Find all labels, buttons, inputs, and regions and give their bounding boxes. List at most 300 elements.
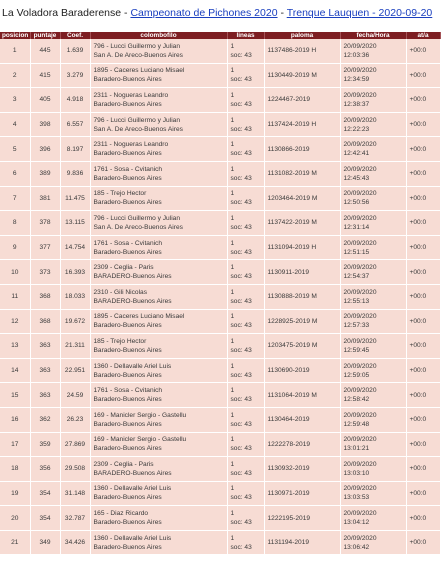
- coef-value: 3.279: [66, 71, 84, 79]
- cell-lineas: [227, 334, 264, 359]
- cell-at: [406, 186, 440, 211]
- position-value: 13: [11, 342, 19, 350]
- score-value: 363: [39, 391, 51, 399]
- bird-ring: 1131082-2019 M: [267, 170, 317, 178]
- arrival-date: 20/09/2020: [343, 485, 377, 493]
- at-value: +00:0: [409, 145, 427, 153]
- score-value: 396: [39, 145, 51, 153]
- arrival-time: 12:57:33: [343, 322, 370, 330]
- cell-coef: [60, 260, 90, 285]
- cell-puntaje: [30, 39, 60, 63]
- cell-paloma: [264, 432, 340, 457]
- cell-at: [406, 530, 440, 555]
- coef-value: 34.426: [64, 539, 86, 547]
- cell-at: [406, 481, 440, 506]
- arrival-date: 20/09/2020: [343, 436, 377, 444]
- at-value: +00:0: [409, 342, 427, 350]
- score-value: 415: [39, 71, 51, 79]
- line-count: 1: [230, 67, 235, 75]
- bird-ring: 1130911-2019: [267, 268, 310, 276]
- cell-colombofilo: [90, 112, 227, 137]
- cell-colombofilo: [90, 309, 227, 334]
- page-title: [0, 0, 433, 23]
- coef-value: 4.918: [66, 96, 84, 104]
- score-value: 354: [39, 514, 51, 522]
- arrival-time: 12:50:56: [343, 199, 370, 207]
- fancier-name: 185 - Trejo Hector: [93, 337, 147, 345]
- bird-ring: 1130690-2019: [267, 367, 310, 375]
- position-value: 7: [12, 194, 17, 202]
- score-value: 377: [39, 244, 51, 252]
- cell-posicion: [0, 284, 30, 309]
- at-value: +00:0: [409, 244, 427, 252]
- cell-paloma: [264, 161, 340, 186]
- bird-ring: 1203464-2019 M: [267, 194, 318, 202]
- line-society: soc: 43: [230, 445, 252, 453]
- line-society: soc: 43: [230, 519, 252, 527]
- cell-at: [406, 211, 440, 236]
- fancier-city: Baradero-Buenos Aires: [93, 174, 162, 182]
- cell-fecha-hora: [340, 457, 406, 482]
- arrival-time: 12:38:37: [343, 100, 370, 108]
- cell-puntaje: [30, 358, 60, 383]
- fancier-city: Baradero-Buenos Aires: [93, 494, 162, 502]
- cell-at: [406, 284, 440, 309]
- line-count: 1: [230, 141, 235, 149]
- fancier-name: 169 - Manicler Sergio - Gastellu: [93, 436, 187, 444]
- arrival-date: 20/09/2020: [343, 534, 377, 542]
- cell-colombofilo: [90, 63, 227, 88]
- cell-at: [406, 334, 440, 359]
- fancier-city: Baradero-Buenos Aires: [93, 519, 162, 527]
- table-row: [0, 137, 440, 162]
- line-count: 1: [230, 190, 235, 198]
- cell-colombofilo: [90, 186, 227, 211]
- position-value: 17: [11, 440, 19, 448]
- position-value: 19: [11, 489, 19, 497]
- score-value: 368: [39, 293, 51, 301]
- column-header-fecha-hora[interactable]: fecha/Hora: [340, 32, 406, 39]
- cell-puntaje: [30, 260, 60, 285]
- fancier-city: Baradero-Buenos Aires: [93, 199, 162, 207]
- fancier-name: 2309 - Ceglia - Paris: [93, 264, 154, 272]
- at-value: +00:0: [409, 194, 427, 202]
- table-row: [0, 39, 440, 63]
- score-value: 354: [39, 489, 51, 497]
- cell-coef: [60, 88, 90, 113]
- cell-coef: [60, 432, 90, 457]
- cell-posicion: [0, 506, 30, 531]
- bird-ring: 1130932-2019: [267, 465, 310, 473]
- table-row: [0, 432, 440, 457]
- table-row: [0, 161, 440, 186]
- fancier-name: 2311 - Nogueras Leandro: [93, 91, 169, 99]
- cell-coef: [60, 112, 90, 137]
- position-value: 5: [12, 145, 17, 153]
- cell-puntaje: [30, 235, 60, 260]
- cell-posicion: [0, 260, 30, 285]
- fancier-name: 1895 - Caceres Luciano Misael: [93, 67, 185, 75]
- line-society: soc: 43: [230, 494, 252, 502]
- coef-value: 19.672: [64, 317, 86, 325]
- score-value: 445: [39, 47, 51, 55]
- cell-paloma: [264, 506, 340, 531]
- cell-fecha-hora: [340, 260, 406, 285]
- arrival-date: 20/09/2020: [343, 264, 377, 272]
- cell-lineas: [227, 530, 264, 555]
- line-society: soc: 43: [230, 248, 252, 256]
- cell-colombofilo: [90, 432, 227, 457]
- score-value: 356: [39, 465, 51, 473]
- at-value: +00:0: [409, 391, 427, 399]
- at-value: +00:0: [409, 293, 427, 301]
- table-row: [0, 334, 440, 359]
- cell-at: [406, 39, 440, 63]
- table-row: [0, 112, 440, 137]
- column-header-at[interactable]: at/a: [406, 32, 440, 39]
- arrival-time: 12:31:14: [343, 223, 370, 231]
- fancier-city: Baradero-Buenos Aires: [93, 543, 162, 551]
- arrival-date: 20/09/2020: [343, 91, 377, 99]
- cell-colombofilo: [90, 39, 227, 63]
- line-society: soc: 43: [230, 150, 252, 158]
- score-value: 368: [39, 317, 51, 325]
- arrival-date: 20/09/2020: [343, 313, 377, 321]
- cell-fecha-hora: [340, 186, 406, 211]
- cell-puntaje: [30, 112, 60, 137]
- fancier-city: San A. De Areco-Buenos Aires: [93, 51, 183, 59]
- cell-paloma: [264, 457, 340, 482]
- arrival-date: 20/09/2020: [343, 239, 377, 247]
- cell-colombofilo: [90, 358, 227, 383]
- table-row: [0, 186, 440, 211]
- cell-coef: [60, 481, 90, 506]
- position-value: 15: [11, 391, 19, 399]
- cell-lineas: [227, 358, 264, 383]
- cell-fecha-hora: [340, 506, 406, 531]
- line-count: 1: [230, 460, 235, 468]
- column-header-lineas[interactable]: lineas: [227, 32, 264, 39]
- cell-lineas: [227, 284, 264, 309]
- cell-colombofilo: [90, 407, 227, 432]
- position-value: 21: [11, 539, 19, 547]
- cell-colombofilo: [90, 161, 227, 186]
- cell-lineas: [227, 186, 264, 211]
- cell-posicion: [0, 530, 30, 555]
- cell-coef: [60, 211, 90, 236]
- position-value: 1: [12, 47, 17, 55]
- cell-posicion: [0, 137, 30, 162]
- cell-paloma: [264, 39, 340, 63]
- arrival-date: 20/09/2020: [343, 362, 377, 370]
- at-value: +00:0: [409, 71, 427, 79]
- cell-fecha-hora: [340, 161, 406, 186]
- cell-paloma: [264, 530, 340, 555]
- cell-at: [406, 260, 440, 285]
- bird-ring: 1131094-2019 H: [267, 244, 317, 252]
- fancier-name: 169 - Manicler Sergio - Gastellu: [93, 411, 187, 419]
- line-society: soc: 43: [230, 346, 252, 354]
- at-value: +00:0: [409, 465, 427, 473]
- line-society: soc: 43: [230, 51, 252, 59]
- cell-fecha-hora: [340, 39, 406, 63]
- fancier-city: Baradero-Buenos Aires: [93, 322, 162, 330]
- cell-paloma: [264, 63, 340, 88]
- fancier-city: BARADERO-Buenos Aires: [93, 469, 172, 477]
- cell-posicion: [0, 63, 30, 88]
- fancier-city: Baradero-Buenos Aires: [93, 248, 162, 256]
- bird-ring: 1131064-2019 M: [267, 391, 317, 399]
- arrival-time: 12:54:37: [343, 273, 370, 281]
- fancier-city: Baradero-Buenos Aires: [93, 420, 162, 428]
- bird-ring: 1203475-2019 M: [267, 342, 318, 350]
- line-count: 1: [230, 313, 235, 321]
- cell-lineas: [227, 161, 264, 186]
- arrival-time: 13:01:21: [343, 445, 370, 453]
- line-count: 1: [230, 387, 235, 395]
- cell-at: [406, 112, 440, 137]
- coef-value: 13.115: [65, 219, 85, 227]
- fancier-name: 1761 - Sosa - Cvitanich: [93, 387, 163, 395]
- table-row: [0, 358, 440, 383]
- table-row: [0, 457, 440, 482]
- arrival-time: 12:59:45: [343, 346, 370, 354]
- position-value: 6: [12, 170, 17, 178]
- cell-fecha-hora: [340, 432, 406, 457]
- cell-paloma: [264, 481, 340, 506]
- line-count: 1: [230, 534, 235, 542]
- score-value: 349: [39, 539, 51, 547]
- cell-posicion: [0, 358, 30, 383]
- coef-value: 21.311: [65, 342, 85, 350]
- cell-puntaje: [30, 88, 60, 113]
- line-society: soc: 43: [230, 273, 252, 281]
- cell-at: [406, 309, 440, 334]
- fancier-name: 1360 - Dellavalle Ariel Luis: [93, 534, 172, 542]
- line-count: 1: [230, 510, 235, 518]
- cell-posicion: [0, 211, 30, 236]
- fancier-name: 2311 - Nogueras Leandro: [93, 141, 169, 149]
- cell-puntaje: [30, 211, 60, 236]
- cell-puntaje: [30, 63, 60, 88]
- bird-ring: 1130449-2019 M: [267, 71, 317, 79]
- bird-ring: 1137424-2019 H: [267, 121, 317, 129]
- position-value: 18: [11, 465, 19, 473]
- at-value: +00:0: [409, 440, 427, 448]
- cell-lineas: [227, 235, 264, 260]
- arrival-time: 12:58:42: [343, 396, 370, 404]
- position-value: 10: [11, 268, 19, 276]
- title-separator: -: [121, 7, 131, 19]
- cell-puntaje: [30, 309, 60, 334]
- fancier-city: Baradero-Buenos Aires: [93, 396, 162, 404]
- cell-at: [406, 432, 440, 457]
- arrival-date: 20/09/2020: [343, 214, 377, 222]
- line-count: 1: [230, 165, 235, 173]
- coef-value: 14.754: [64, 244, 86, 252]
- coef-value: 1.639: [66, 47, 84, 55]
- cell-colombofilo: [90, 334, 227, 359]
- cell-paloma: [264, 334, 340, 359]
- line-count: 1: [230, 485, 235, 493]
- fancier-city: San A. De Areco-Buenos Aires: [93, 223, 183, 231]
- cell-posicion: [0, 481, 30, 506]
- line-society: soc: 43: [230, 199, 252, 207]
- position-value: 4: [12, 121, 17, 129]
- arrival-time: 12:51:15: [343, 248, 370, 256]
- championship-link[interactable]: Campeonato de Pichones 2020: [130, 7, 278, 19]
- column-header-coef[interactable]: Coef.: [60, 32, 90, 39]
- position-value: 9: [12, 244, 17, 252]
- race-link[interactable]: Trenque Lauquen - 2020-09-20: [286, 7, 433, 19]
- cell-colombofilo: [90, 506, 227, 531]
- arrival-time: 13:04:12: [343, 519, 370, 527]
- cell-posicion: [0, 161, 30, 186]
- cell-colombofilo: [90, 284, 227, 309]
- line-society: soc: 43: [230, 420, 252, 428]
- cell-coef: [60, 383, 90, 408]
- line-count: 1: [230, 264, 235, 272]
- cell-paloma: [264, 407, 340, 432]
- bird-ring: 1222195-2019: [267, 514, 311, 522]
- line-society: soc: 43: [230, 174, 252, 182]
- fancier-name: 165 - Diaz Ricardo: [93, 510, 149, 518]
- arrival-date: 20/09/2020: [343, 141, 377, 149]
- arrival-time: 12:03:36: [343, 51, 370, 59]
- bird-ring: 1130971-2019: [267, 489, 310, 497]
- position-value: 16: [11, 416, 19, 424]
- arrival-date: 20/09/2020: [343, 288, 377, 296]
- column-header-paloma[interactable]: paloma: [264, 32, 340, 39]
- cell-coef: [60, 457, 90, 482]
- cell-posicion: [0, 432, 30, 457]
- cell-posicion: [0, 309, 30, 334]
- fancier-name: 1761 - Sosa - Cvitanich: [93, 165, 163, 173]
- table-row: [0, 383, 440, 408]
- score-value: 359: [39, 440, 51, 448]
- coef-value: 16.393: [64, 268, 86, 276]
- line-count: 1: [230, 239, 235, 247]
- cell-posicion: [0, 186, 30, 211]
- cell-lineas: [227, 407, 264, 432]
- position-value: 3: [12, 96, 17, 104]
- fancier-name: 1895 - Caceres Luciano Misael: [93, 313, 185, 321]
- column-header-puntaje[interactable]: puntaje: [30, 32, 60, 39]
- fancier-city: BARADERO-Buenos Aires: [93, 297, 172, 305]
- position-value: 14: [11, 367, 19, 375]
- table-row: [0, 88, 440, 113]
- cell-at: [406, 457, 440, 482]
- cell-coef: [60, 161, 90, 186]
- cell-paloma: [264, 235, 340, 260]
- cell-fecha-hora: [340, 112, 406, 137]
- cell-puntaje: [30, 530, 60, 555]
- cell-posicion: [0, 235, 30, 260]
- cell-colombofilo: [90, 137, 227, 162]
- cell-lineas: [227, 506, 264, 531]
- at-value: +00:0: [409, 367, 427, 375]
- fancier-city: Baradero-Buenos Aires: [93, 76, 162, 84]
- position-value: 11: [11, 293, 19, 301]
- coef-value: 31.148: [64, 489, 86, 497]
- bird-ring: 1130464-2019: [267, 416, 310, 424]
- column-header-posicion[interactable]: posicion: [2, 32, 29, 39]
- at-value: +00:0: [409, 47, 427, 55]
- cell-lineas: [227, 112, 264, 137]
- cell-puntaje: [30, 432, 60, 457]
- bird-ring: 1137486-2019 H: [267, 47, 317, 55]
- at-value: +00:0: [409, 317, 427, 325]
- score-value: 381: [39, 194, 51, 202]
- position-value: 8: [12, 219, 17, 227]
- cell-coef: [60, 358, 90, 383]
- coef-value: 26.23: [66, 416, 84, 424]
- coef-value: 9.836: [66, 170, 84, 178]
- cell-puntaje: [30, 284, 60, 309]
- column-header-colombofilo[interactable]: colombofilo: [90, 32, 227, 39]
- cell-colombofilo: [90, 88, 227, 113]
- cell-lineas: [227, 63, 264, 88]
- cell-coef: [60, 530, 90, 555]
- at-value: +00:0: [409, 121, 427, 129]
- arrival-time: 13:06:42: [343, 543, 370, 551]
- cell-coef: [60, 284, 90, 309]
- fancier-name: 1360 - Dellavalle Ariel Luis: [93, 362, 172, 370]
- fancier-name: 185 - Trejo Hector: [93, 190, 147, 198]
- cell-puntaje: [30, 481, 60, 506]
- line-count: 1: [230, 362, 235, 370]
- score-value: 405: [39, 96, 51, 104]
- cell-paloma: [264, 358, 340, 383]
- score-value: 373: [39, 268, 51, 276]
- line-count: 1: [230, 91, 235, 99]
- cell-at: [406, 137, 440, 162]
- table-row: [0, 211, 440, 236]
- table-row: [0, 481, 440, 506]
- arrival-date: 20/09/2020: [343, 387, 377, 395]
- coef-value: 29.508: [64, 465, 86, 473]
- cell-lineas: [227, 88, 264, 113]
- line-count: 1: [230, 42, 235, 50]
- cell-posicion: [0, 88, 30, 113]
- cell-paloma: [264, 186, 340, 211]
- cell-puntaje: [30, 137, 60, 162]
- cell-coef: [60, 235, 90, 260]
- bird-ring: 1131194-2019: [267, 539, 310, 547]
- fancier-name: 796 - Lucci Guillermo y Julian: [93, 42, 180, 50]
- arrival-time: 12:59:05: [343, 371, 370, 379]
- bird-ring: 1224467-2019: [267, 96, 311, 104]
- cell-coef: [60, 137, 90, 162]
- table-row: [0, 260, 440, 285]
- fancier-city: BARADERO-Buenos Aires: [93, 273, 172, 281]
- line-count: 1: [230, 436, 235, 444]
- cell-puntaje: [30, 334, 60, 359]
- cell-colombofilo: [90, 383, 227, 408]
- cell-colombofilo: [90, 481, 227, 506]
- arrival-date: 20/09/2020: [343, 165, 377, 173]
- results-table: [0, 32, 441, 555]
- cell-lineas: [227, 260, 264, 285]
- cell-paloma: [264, 211, 340, 236]
- at-value: +00:0: [409, 514, 427, 522]
- cell-lineas: [227, 383, 264, 408]
- at-value: +00:0: [409, 268, 427, 276]
- coef-value: 32.787: [64, 514, 86, 522]
- coef-value: 24.59: [66, 391, 84, 399]
- table-row: [0, 506, 440, 531]
- fancier-name: 796 - Lucci Guillermo y Julian: [93, 116, 180, 124]
